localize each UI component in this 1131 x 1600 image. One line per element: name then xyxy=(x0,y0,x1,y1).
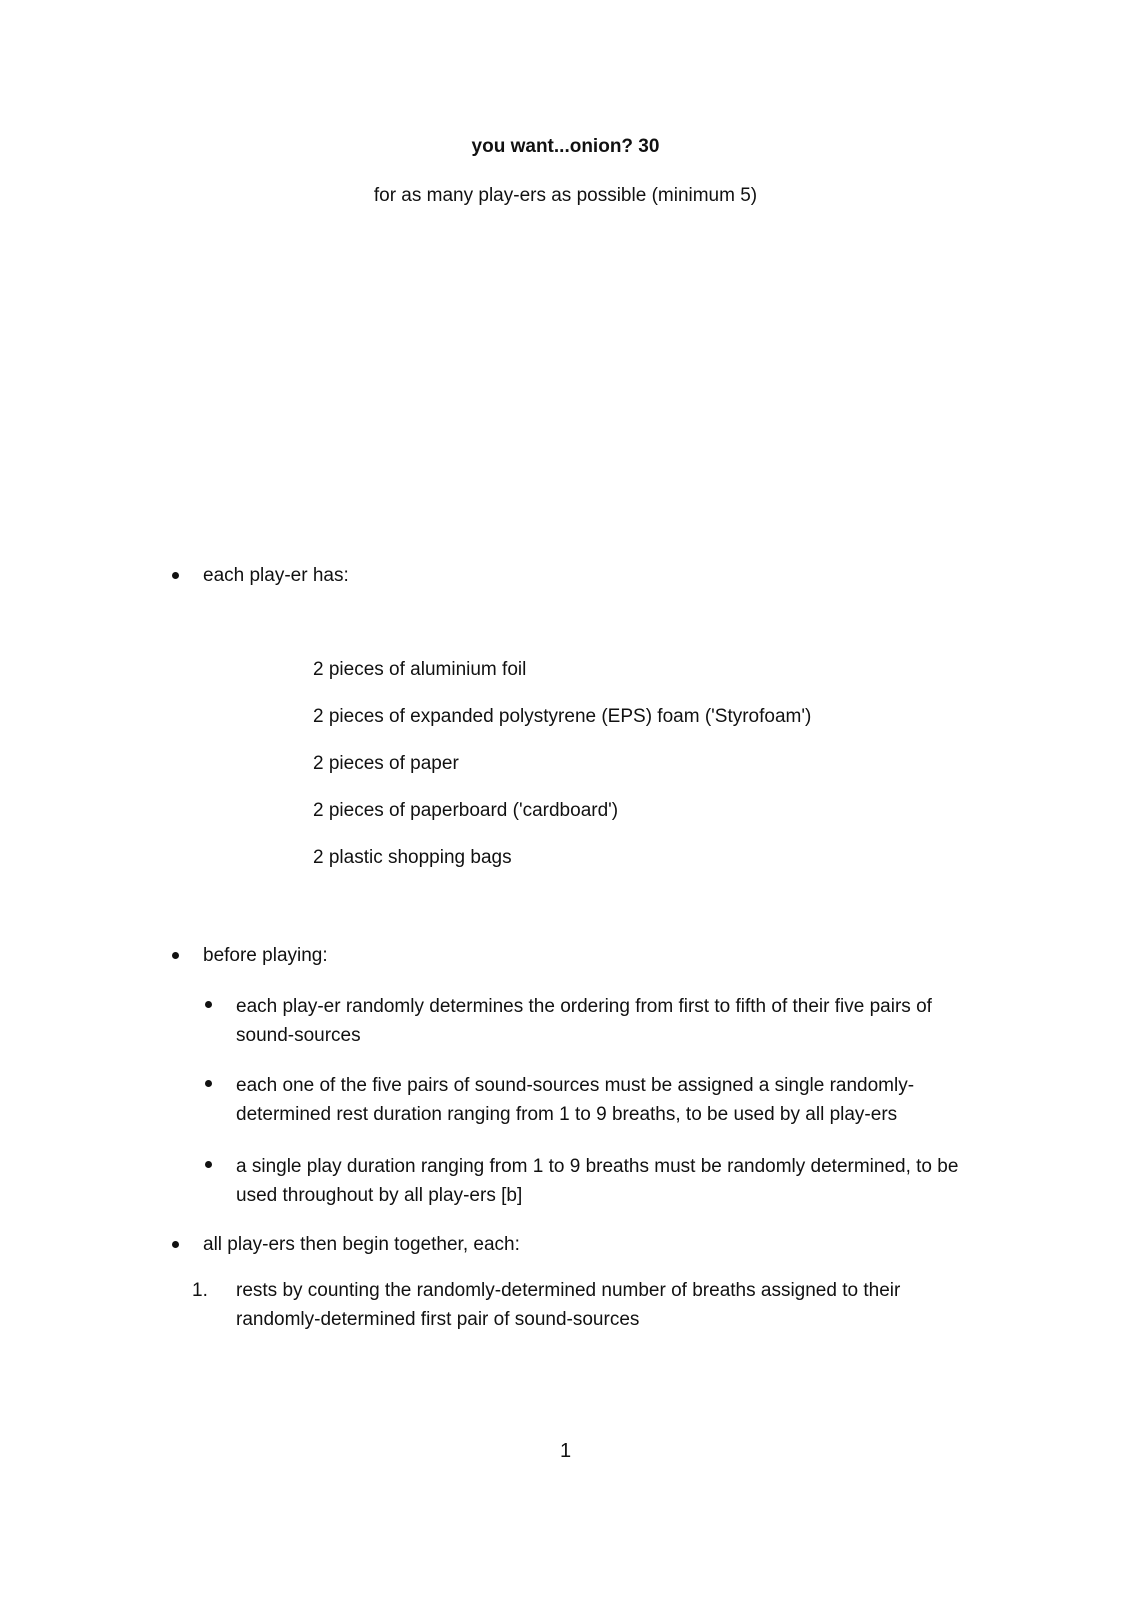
material-item: 2 pieces of paperboard ('cardboard') xyxy=(313,800,619,821)
bullet-marker xyxy=(172,572,179,579)
material-item: 2 pieces of paper xyxy=(313,753,459,774)
material-item: 2 pieces of aluminium foil xyxy=(313,659,527,680)
bullet-marker xyxy=(172,1241,179,1248)
document-subtitle: for as many play-ers as possible (minimum 5) xyxy=(373,185,758,206)
material-item: 2 pieces of expanded polystyrene (EPS) foam ('Styrofoam') xyxy=(313,706,812,727)
bullet-marker xyxy=(172,952,179,959)
sub-bullet-marker xyxy=(205,1161,212,1168)
section-has-label: each play-er has: xyxy=(203,565,349,586)
page-number: 1 xyxy=(559,1440,572,1462)
sub-bullet-marker xyxy=(205,1080,212,1087)
section-begin-label: all play-ers then begin together, each: xyxy=(203,1234,520,1255)
material-item: 2 plastic shopping bags xyxy=(313,847,512,868)
before-item: each play-er randomly determines the ordering from first to fifth of their five pairs of sound-sources xyxy=(236,996,932,1046)
step-number: 1. xyxy=(192,1280,208,1301)
section-before-label: before playing: xyxy=(203,945,328,966)
step-text: rests by counting the randomly-determined number of breaths assigned to their randomly-determined first pair of sound-sources xyxy=(236,1280,901,1330)
sub-bullet-marker xyxy=(205,1001,212,1008)
before-item: a single play duration ranging from 1 to 9 breaths must be randomly determined, to be used throughout by all play-ers [b] xyxy=(236,1156,959,1206)
document-title: you want...onion? 30 xyxy=(471,136,660,157)
before-item: each one of the five pairs of sound-sources must be assigned a single randomly-determined rest duration ranging from 1 to 9 breaths, to be used by all play-ers xyxy=(236,1075,915,1125)
